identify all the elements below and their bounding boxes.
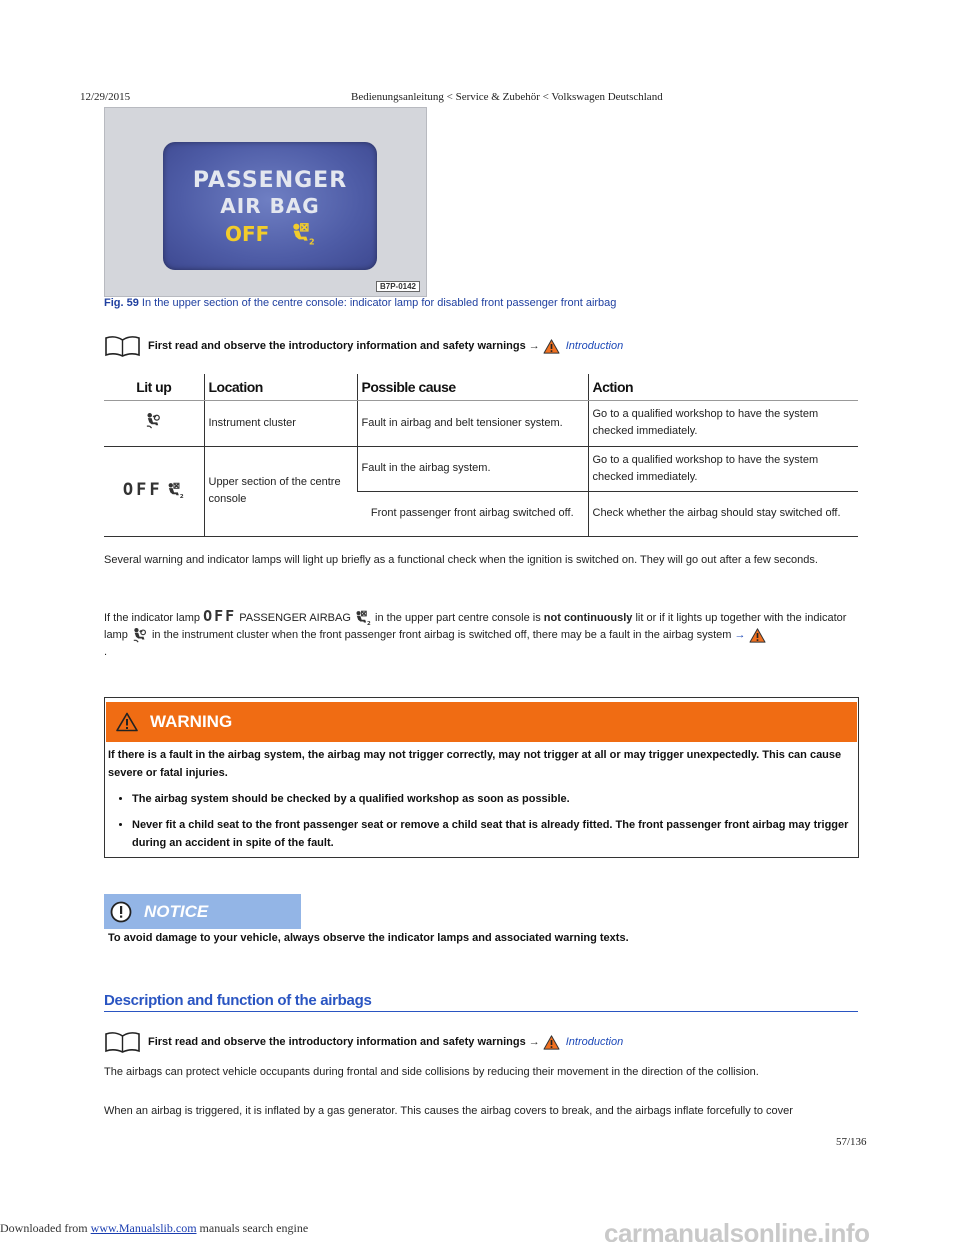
cause-cell: Front passenger front airbag switched off. (357, 491, 588, 536)
table-row (104, 446, 858, 491)
list-item: • The airbag system should be checked by a qualified workshop as soon as possible. (132, 790, 855, 808)
header-title: Bedienungsanleitung < Service & Zubehör < Volkswagen Deutschland (351, 91, 663, 103)
col-action: Action (588, 374, 858, 400)
paragraph-functional-check: Several warning and indicator lamps will light up briefly as a functional check when the ignition is switched on. They will go out after a few seconds. (104, 554, 818, 566)
para2-text-5: in the instrument cluster when the front passenger front airbag is switched off, there may be a fault in the airbag system (151, 629, 732, 641)
action-cell: Go to a qualified workshop to have the system checked immediately. (588, 400, 858, 446)
warning-header (106, 702, 857, 742)
warning-triangle-icon[interactable] (749, 628, 766, 643)
image-code: B7P-0142 (376, 281, 420, 292)
read-first-text: First read and observe the introductory information and safety warnings (148, 340, 526, 352)
warning-box (104, 697, 859, 858)
notice-text: To avoid damage to your vehicle, always observe the indicator lamps and associated warning texts. (108, 932, 629, 944)
lamp-cell (104, 446, 204, 536)
warning-title: WARNING (150, 712, 233, 731)
read-first-arrow: → (528, 1036, 540, 1048)
para2-text-4: lit or if it lights up together with the indicator lamp (104, 612, 847, 641)
para2-end: . (104, 646, 108, 658)
col-lit-up: Lit up (104, 374, 204, 400)
read-first-text: First read and observe the introductory information and safety warnings (148, 1036, 526, 1048)
passenger-airbag-off-panel (163, 142, 377, 270)
section-paragraph-2: When an airbag is triggered, it is inflated by a gas generator. This causes the airbag covers to break, and the airbags inflate forcefully to cover (104, 1105, 793, 1117)
notice-exclamation-icon (110, 901, 132, 923)
header-date: 12/29/2015 (80, 91, 131, 103)
cause-cell: Fault in the airbag system. (357, 446, 588, 491)
panel-line-1: PASSENGER (192, 168, 348, 193)
airbag-off-icon (289, 222, 317, 246)
footer-watermark: carmanualsonline.info (604, 1218, 870, 1242)
section-paragraph-1: The airbags can protect vehicle occupants during frontal and side collisions by reducing their movement in the direction of the collision. (104, 1066, 759, 1078)
airbag-warning-icon (144, 412, 163, 429)
figure-caption (104, 297, 616, 309)
off-lamp-text: OFF (122, 480, 163, 501)
manualslib-link[interactable]: www.Manualslib.com (90, 1221, 197, 1235)
action-cell: Go to a qualified workshop to have the system checked immediately. (588, 446, 858, 491)
notice-title: NOTICE (144, 901, 209, 921)
warning-intro: If there is a fault in the airbag system, the airbag may not trigger correctly, may not trigger at all or may trigger unexpectedly. This can cause severe or fatal injuries. (108, 749, 842, 779)
para2-text-2: PASSENGER AIRBAG (239, 612, 351, 624)
airbag-warning-icon (131, 627, 149, 643)
warning-body (105, 742, 858, 852)
caption-label: Fig. 59 (104, 297, 139, 309)
action-cell: Check whether the airbag should stay switched off. (588, 491, 858, 536)
off-lamp-text: OFF (203, 607, 237, 625)
svg-text:2: 2 (309, 237, 315, 246)
section-title: Description and function of the airbags (104, 992, 858, 1012)
para2-text-1: If the indicator lamp (104, 612, 200, 624)
table-row (104, 400, 858, 446)
open-book-icon (104, 1031, 141, 1053)
para2-bold: not continuously (543, 612, 633, 624)
footer-suffix: manuals search engine (199, 1221, 309, 1235)
indicator-lamp-table (104, 374, 858, 537)
paragraph-indicator-lamp (104, 608, 858, 661)
col-location: Location (204, 374, 357, 400)
warning-list (108, 790, 855, 852)
col-possible-cause: Possible cause (357, 374, 588, 400)
panel-line-3: OFF (225, 222, 270, 246)
read-first-notice (104, 335, 623, 357)
para2-arrow-link[interactable]: → (734, 629, 746, 641)
notice-header (104, 894, 301, 929)
open-book-icon (104, 335, 141, 357)
read-first-arrow: → (528, 340, 540, 352)
lamp-cell (104, 400, 204, 446)
airbag-off-icon (166, 482, 185, 499)
introduction-link[interactable]: Introduction (565, 340, 624, 352)
airbag-off-icon (354, 610, 372, 626)
caption-text: In the upper section of the centre console: indicator lamp for disabled front passenger front airbag (141, 297, 617, 309)
warning-triangle-icon (543, 1035, 560, 1050)
location-cell: Instrument cluster (204, 400, 357, 446)
list-item: • Never fit a child seat to the front passenger seat or remove a child seat that is already fitted. The front passenger front airbag may trigger during an accident in spite of the fault. (132, 816, 855, 852)
para2-text-3: in the upper part centre console is (375, 612, 541, 624)
warning-triangle-icon (543, 339, 560, 354)
introduction-link[interactable]: Introduction (565, 1036, 624, 1048)
footer-prefix: Downloaded from (0, 1221, 88, 1235)
table-header-row (104, 374, 858, 400)
footer (0, 1221, 308, 1236)
read-first-notice (104, 1031, 623, 1053)
figure-photo (104, 107, 427, 297)
page-number: 57/136 (836, 1136, 867, 1148)
panel-line-2: AIR BAG (220, 194, 320, 218)
location-cell: Upper section of the centre console (204, 446, 357, 536)
warning-triangle-icon (116, 712, 138, 732)
cause-cell: Fault in airbag and belt tensioner system. (357, 400, 588, 446)
